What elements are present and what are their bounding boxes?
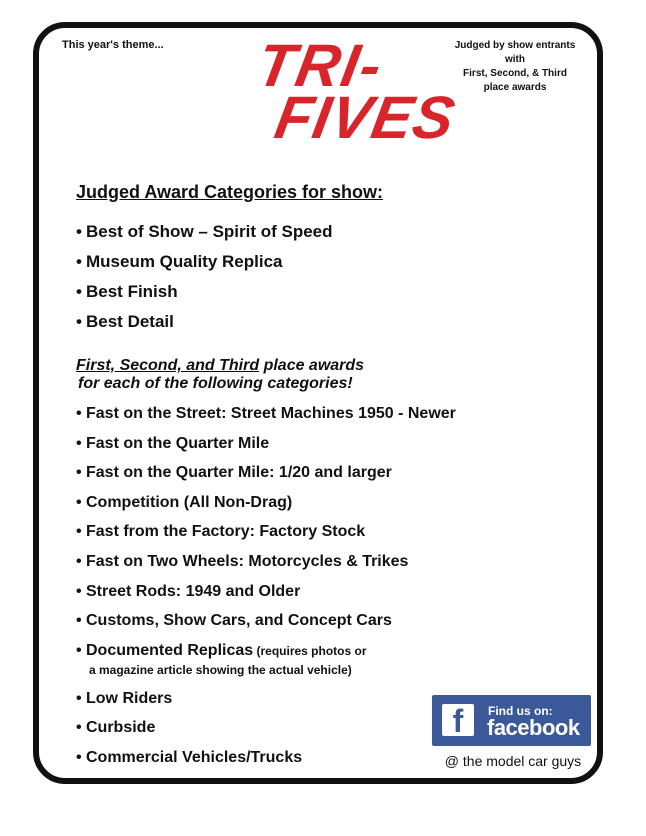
bullet-icon: • xyxy=(76,582,82,600)
documented-replicas-note: (requires photos or xyxy=(253,643,367,658)
logo-line-1: TRI- xyxy=(252,32,389,99)
list-item-label: Commercial Vehicles/Trucks xyxy=(86,748,303,766)
facebook-find-us: Find us on: xyxy=(488,704,553,718)
list-item xyxy=(76,551,456,581)
list-item xyxy=(76,521,456,551)
bullet-icon: • xyxy=(76,405,82,422)
bullet-icon: • xyxy=(76,464,82,482)
list-item xyxy=(76,462,456,492)
list-item-label: Best Detail xyxy=(86,312,174,331)
list-item xyxy=(76,688,456,718)
list-item-label: Fast on the Quarter Mile: 1/20 and larger xyxy=(86,464,392,482)
social-handle: @ the model car guys xyxy=(444,753,582,769)
judged-categories-heading: Judged Award Categories for show: xyxy=(76,182,384,202)
list-item xyxy=(76,280,333,310)
bullet-icon: • xyxy=(76,434,82,452)
place-awards-emphasis: First, Second, and Third xyxy=(76,357,260,374)
list-item xyxy=(76,610,456,640)
judging-note-line: with xyxy=(505,54,525,65)
tri-fives-logo xyxy=(252,32,461,151)
judging-note-line: Judged by show entrants xyxy=(454,40,576,51)
facebook-wordmark: facebook xyxy=(487,715,580,740)
place-awards-intro xyxy=(76,357,364,393)
list-item-label: Fast on the Street: Street Machines 1950 - Newer xyxy=(86,405,456,422)
documented-replicas-text xyxy=(76,640,367,678)
list-item-label: Curbside xyxy=(86,719,156,737)
place-awards-intro-rest: place awards xyxy=(259,357,365,374)
judging-note-line: First, Second, & Third xyxy=(463,68,567,79)
bullet-icon: • xyxy=(76,282,82,301)
bullet-icon: • xyxy=(76,523,82,541)
list-item xyxy=(76,581,456,611)
documented-replicas-note-line2: a magazine article showing the actual vehicle) xyxy=(89,662,352,677)
list-item-documented-replicas xyxy=(76,640,456,688)
place-categories-list xyxy=(76,403,456,777)
list-item xyxy=(76,492,456,522)
list-item xyxy=(76,310,333,340)
theme-label: This year's theme... xyxy=(62,39,164,51)
list-item xyxy=(76,250,333,280)
list-item-label: Best of Show – Spirit of Speed xyxy=(86,222,333,241)
list-item-label: Low Riders xyxy=(86,689,173,707)
bullet-icon: • xyxy=(76,748,82,766)
facebook-icon: f xyxy=(442,704,474,736)
list-item-label: Fast from the Factory: Factory Stock xyxy=(86,523,366,541)
list-item xyxy=(76,747,456,777)
list-item xyxy=(76,717,456,747)
bullet-icon: • xyxy=(76,612,82,630)
bullet-icon: • xyxy=(76,689,82,707)
judged-categories-list xyxy=(76,220,333,340)
list-item xyxy=(76,403,456,433)
list-item xyxy=(76,220,333,250)
bullet-icon: • xyxy=(76,719,82,737)
judging-note xyxy=(440,39,590,95)
list-item-label: Fast on the Quarter Mile xyxy=(86,434,270,452)
list-item xyxy=(76,433,456,463)
judging-note-line: place awards xyxy=(483,82,547,93)
bullet-icon: • xyxy=(76,222,82,241)
list-item-label: Museum Quality Replica xyxy=(86,252,283,271)
bullet-icon: • xyxy=(76,312,82,331)
bullet-icon: • xyxy=(76,493,82,511)
list-item-label: Street Rods: 1949 and Older xyxy=(86,582,301,600)
list-item-label: Best Finish xyxy=(86,282,178,301)
list-item-label: Competition (All Non-Drag) xyxy=(86,493,293,511)
place-awards-intro-line2: for each of the following categories! xyxy=(78,375,353,392)
documented-replicas-label: Documented Replicas xyxy=(86,641,254,659)
list-item-label: Fast on Two Wheels: Motorcycles & Trikes xyxy=(86,552,409,570)
bullet-icon: • xyxy=(76,552,82,570)
bullet-icon: • xyxy=(76,252,82,271)
list-item-label: Customs, Show Cars, and Concept Cars xyxy=(86,612,392,630)
bullet-icon: • xyxy=(76,641,82,659)
logo-line-2: FIVES xyxy=(270,84,461,151)
facebook-badge[interactable] xyxy=(432,695,591,746)
